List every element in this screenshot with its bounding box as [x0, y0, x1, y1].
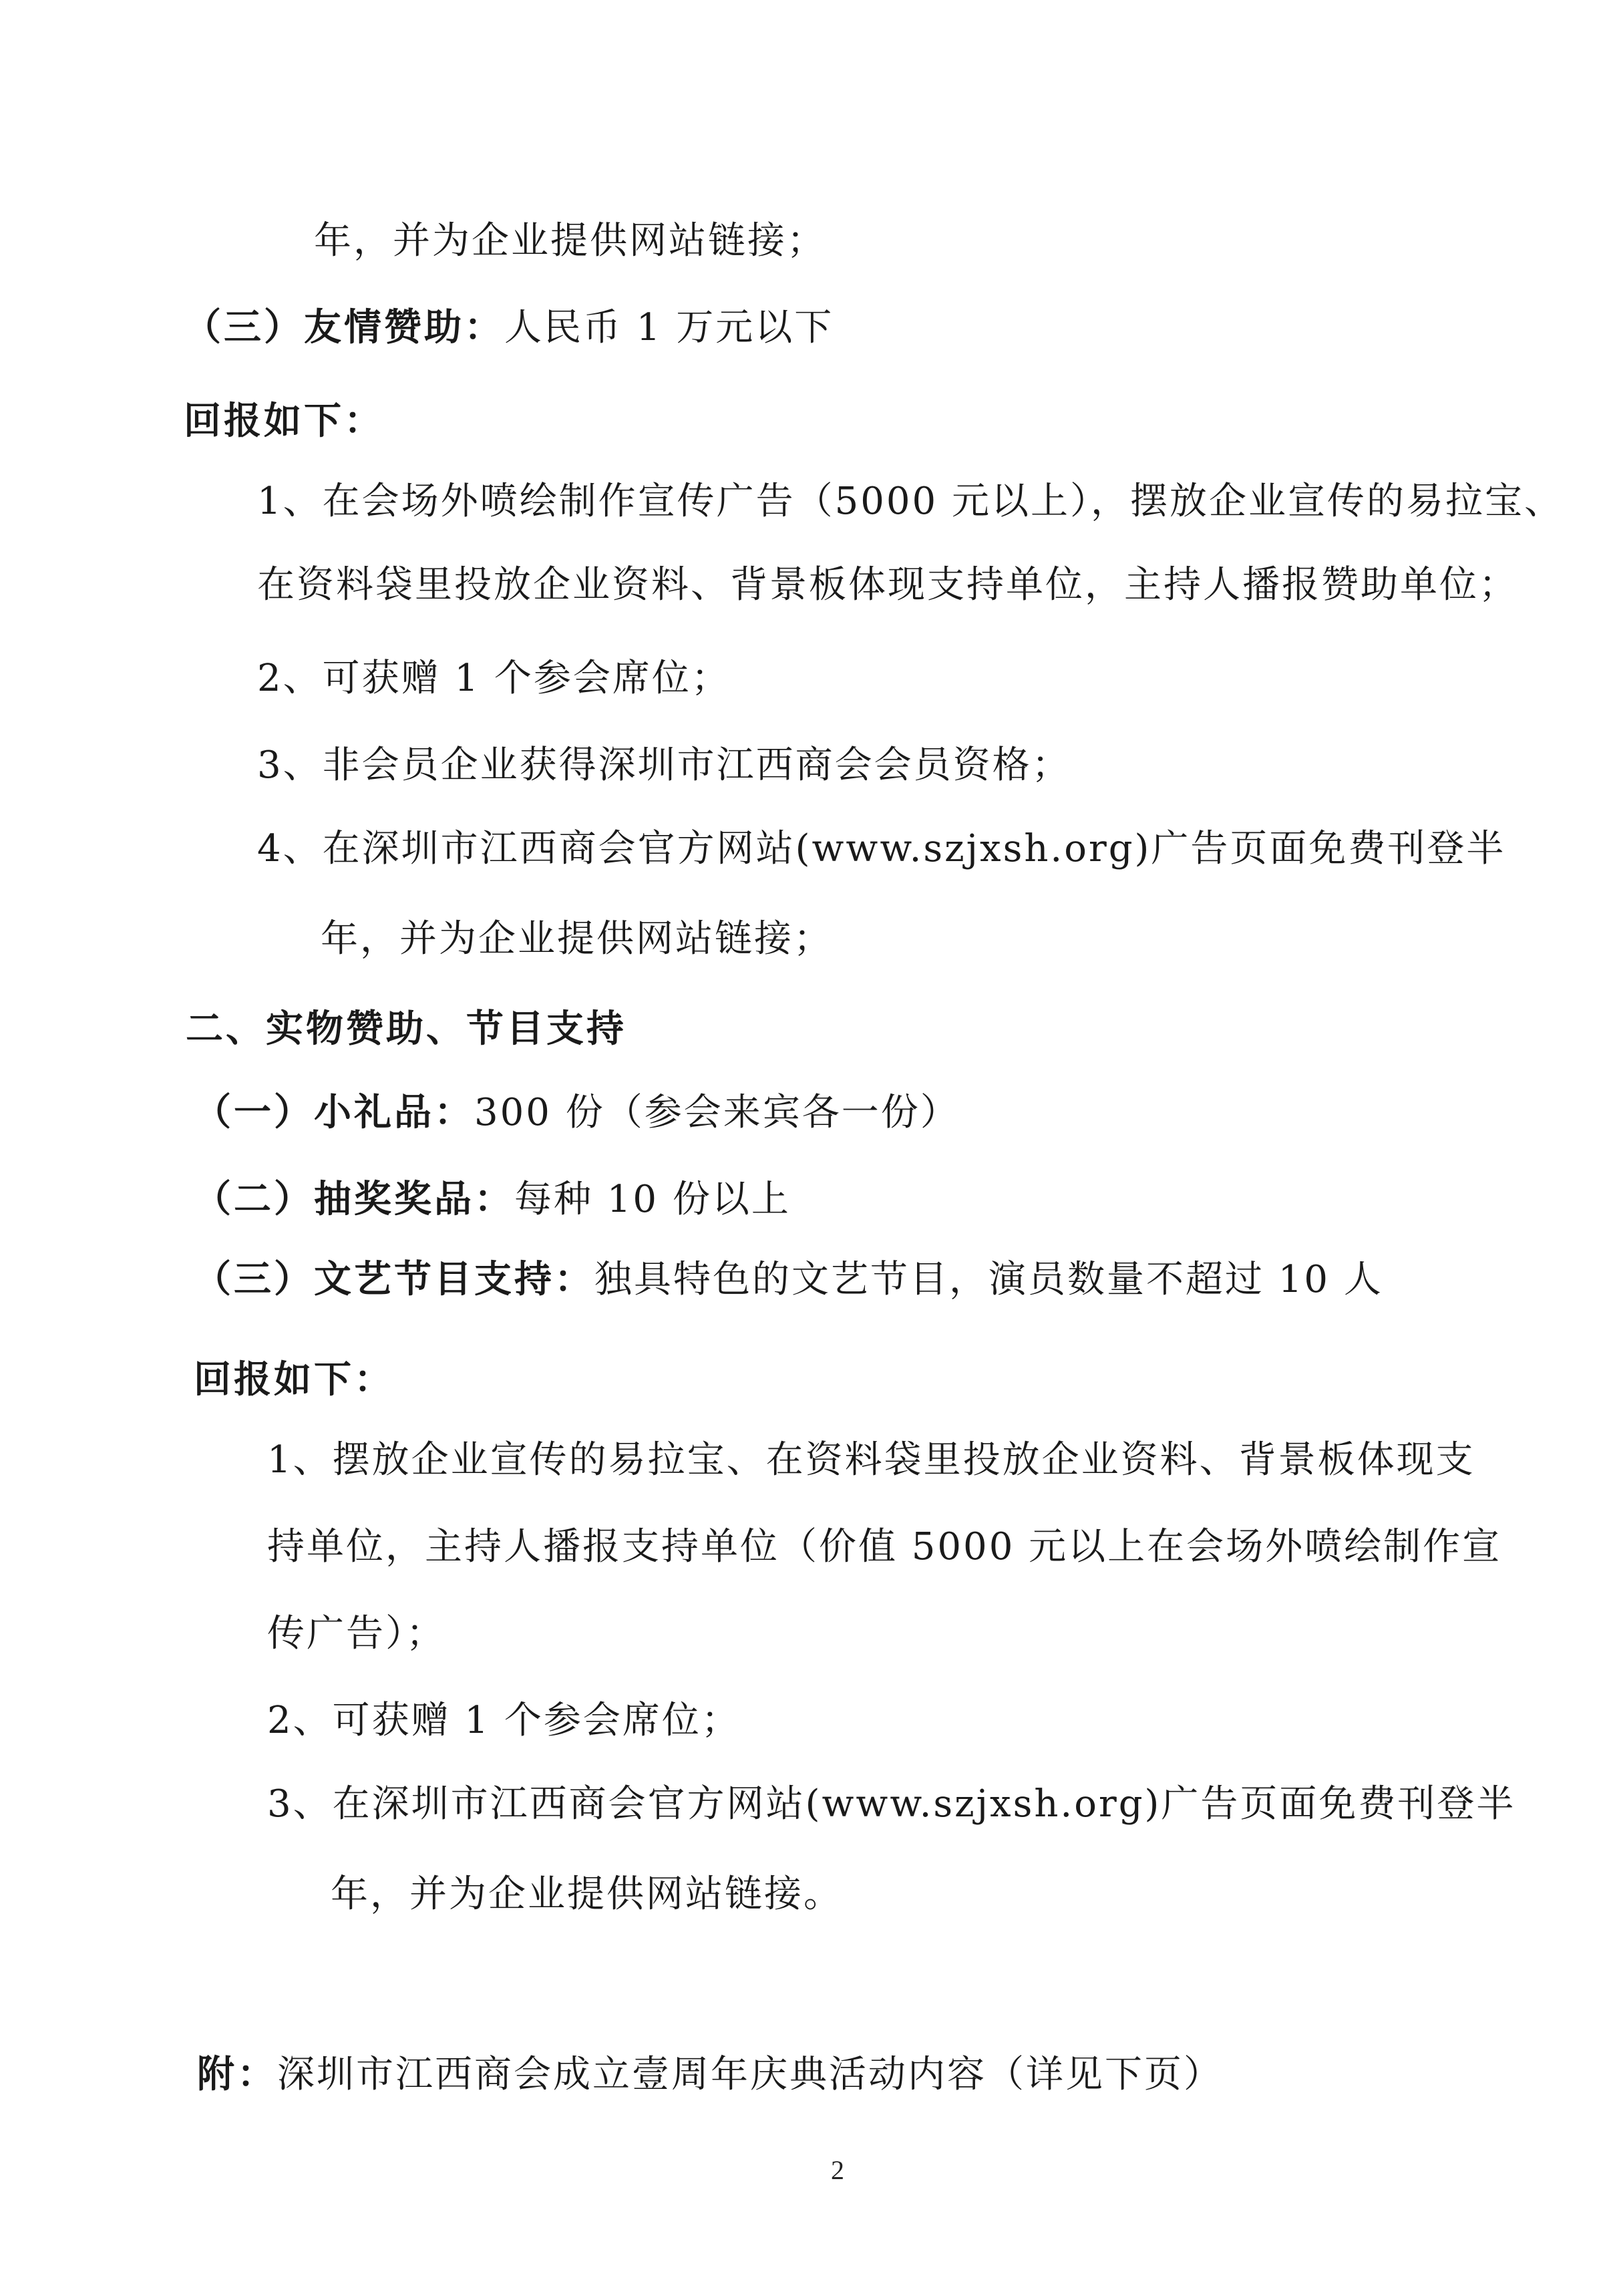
subsection-performance-support: （三）文艺节目支持：独具特色的文艺节目，演员数量不超过 10 人: [194, 1258, 1383, 1301]
list-item-continuation: 年，并为企业提供网站链接；: [321, 917, 833, 961]
list-item: 1、在会场外喷绘制作宣传广告（5000 元以上），摆放企业宣传的易拉宝、: [257, 480, 1564, 523]
list-item: 3、非会员企业获得深圳市江西商会会员资格；: [257, 744, 1071, 787]
subsection-lottery-prizes: （二）抽奖奖品：每种 10 份以上: [194, 1178, 791, 1221]
text-line: 年，并为企业提供网站链接；: [314, 219, 826, 263]
rewards-heading: 回报如下：: [184, 399, 384, 443]
list-item: 2、可获赠 1 个参会席位；: [257, 657, 731, 700]
section-heading-friendship-sponsorship: （三）友情赞助：人民币 1 万元以下: [184, 306, 834, 349]
list-item: 3、在深圳市江西商会官方网站(www.szjxsh.org)广告页面免费刊登半: [267, 1782, 1516, 1826]
subsection-small-gifts: （一）小礼品：300 份（参会来宾各一份）: [194, 1091, 960, 1134]
list-item-continuation: 传广告）；: [267, 1612, 445, 1655]
page-number: 2: [831, 2155, 844, 2185]
appendix-note: 附：深圳市江西商会成立壹周年庆典活动内容（详见下页）: [197, 2053, 1223, 2096]
section-heading-in-kind-sponsorship: 二、实物赞助、节目支持: [186, 1007, 627, 1051]
list-item: 4、在深圳市江西商会官方网站(www.szjxsh.org)广告页面免费刊登半: [257, 827, 1506, 870]
list-item: 2、可获赠 1 个参会席位；: [267, 1699, 741, 1742]
list-item-continuation: 在资料袋里投放企业资料、背景板体现支持单位，主持人播报赞助单位；: [257, 563, 1518, 607]
rewards-heading: 回报如下：: [194, 1358, 394, 1402]
heading-label: （三）友情赞助：: [184, 306, 504, 349]
list-item: 1、摆放企业宣传的易拉宝、在资料袋里投放企业资料、背景板体现支: [267, 1438, 1475, 1482]
list-item-continuation: 持单位，主持人播报支持单位（价值 5000 元以上在会场外喷绘制作宣: [267, 1525, 1502, 1569]
list-item-continuation: 年，并为企业提供网站链接。: [331, 1872, 843, 1916]
